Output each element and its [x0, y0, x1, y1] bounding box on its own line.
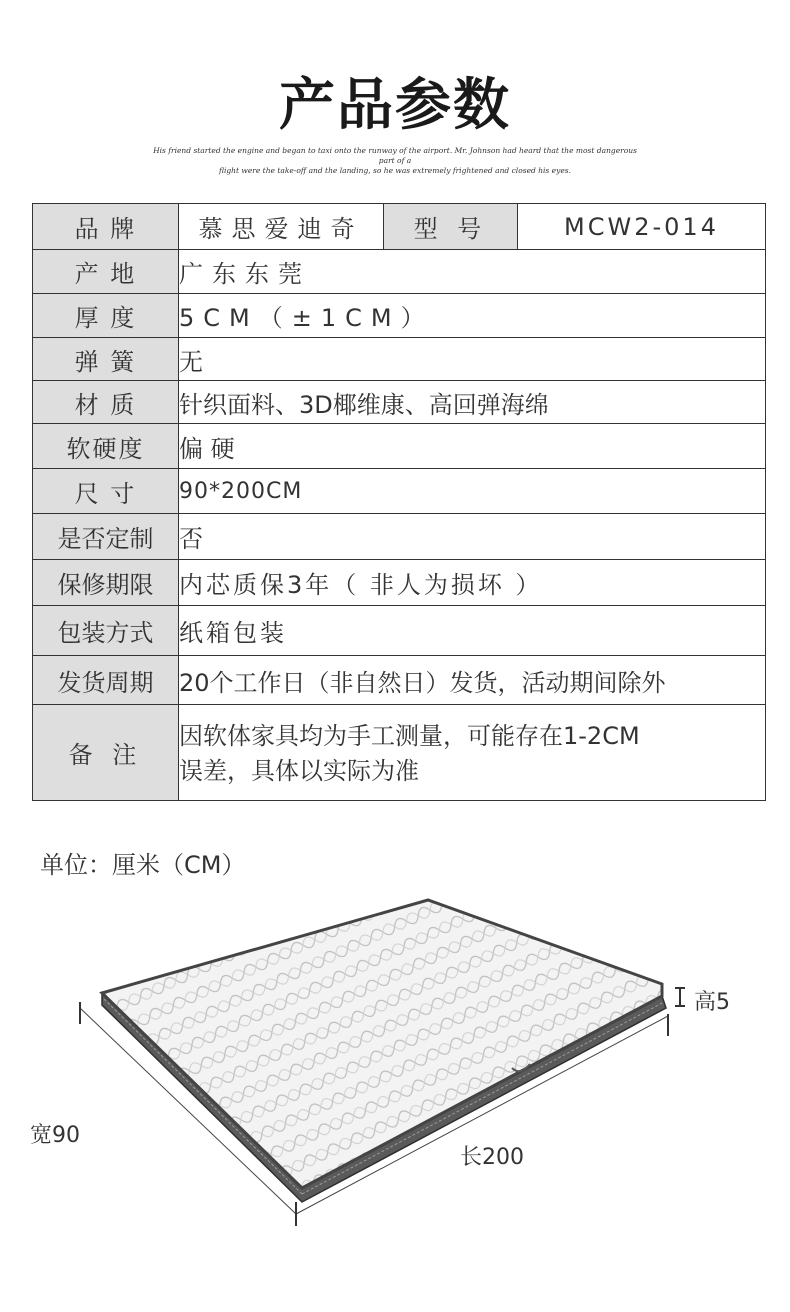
subtitle-line-1: His friend started the engine and began to taxi onto the runway of the airport. Mr. Johnson had heard that the most dangerous part of a: [153, 146, 637, 165]
row-value: 5CM（±1CM）: [179, 294, 766, 338]
row-value: 内芯质保3年（ 非人为损坏 ）: [179, 560, 766, 606]
row-label: 材 质: [33, 381, 179, 424]
table-row: [33, 338, 766, 381]
row-label: 软硬度: [33, 424, 179, 469]
row-label: 弹 簧: [33, 338, 179, 381]
table-row: [33, 656, 766, 705]
row-label: 产 地: [33, 250, 179, 294]
notes-value: [179, 705, 766, 801]
table-row: [33, 606, 766, 656]
row-label: 发货周期: [33, 656, 179, 705]
row-value: 广东东莞: [179, 250, 766, 294]
row-label: 尺 寸: [33, 469, 179, 514]
table-row: [33, 381, 766, 424]
table-row: [33, 705, 766, 801]
table-row: [33, 469, 766, 514]
table-row: [33, 250, 766, 294]
notes-line-2: 误差，具体以实际为准: [179, 756, 419, 785]
row-value: 否: [179, 514, 766, 560]
notes-line-1: 因软体家具均为手工测量，可能存在1-2CM: [179, 721, 640, 750]
row-label: 厚 度: [33, 294, 179, 338]
spec-table: [32, 203, 766, 801]
decorative-subtitle: [150, 146, 640, 176]
row-label: 包装方式: [33, 606, 179, 656]
mattress-diagram: [0, 880, 790, 1240]
row-value: 针织面料、3D椰维康、高回弹海绵: [179, 381, 766, 424]
table-row: [33, 514, 766, 560]
unit-label: 单位：厘米（CM）: [40, 851, 246, 879]
table-row: [33, 424, 766, 469]
table-row: [33, 294, 766, 338]
page-title: 产品参数: [279, 73, 511, 138]
subtitle-line-2: flight were the take-off and the landing, so he was extremely frightened and closed his eyes.: [218, 166, 571, 175]
model-value: MCW2-014: [518, 204, 766, 250]
height-label: 高5: [694, 990, 730, 1015]
width-label: 宽90: [30, 1123, 80, 1148]
row-label: 保修期限: [33, 560, 179, 606]
length-label: 长200: [460, 1145, 524, 1170]
notes-label: 备 注: [33, 705, 179, 801]
table-row: [33, 560, 766, 606]
row-value: 90*200CM: [179, 469, 766, 514]
row-value: 20个工作日（非自然日）发货，活动期间除外: [179, 656, 766, 705]
table-row: [33, 204, 766, 250]
brand-value: 慕思爱迪奇: [179, 204, 384, 250]
model-label: 型 号: [384, 204, 518, 250]
row-value: 纸箱包装: [179, 606, 766, 656]
row-label: 是否定制: [33, 514, 179, 560]
row-value: 偏 硬: [179, 424, 766, 469]
brand-label: 品 牌: [33, 204, 179, 250]
row-value: 无: [179, 338, 766, 381]
